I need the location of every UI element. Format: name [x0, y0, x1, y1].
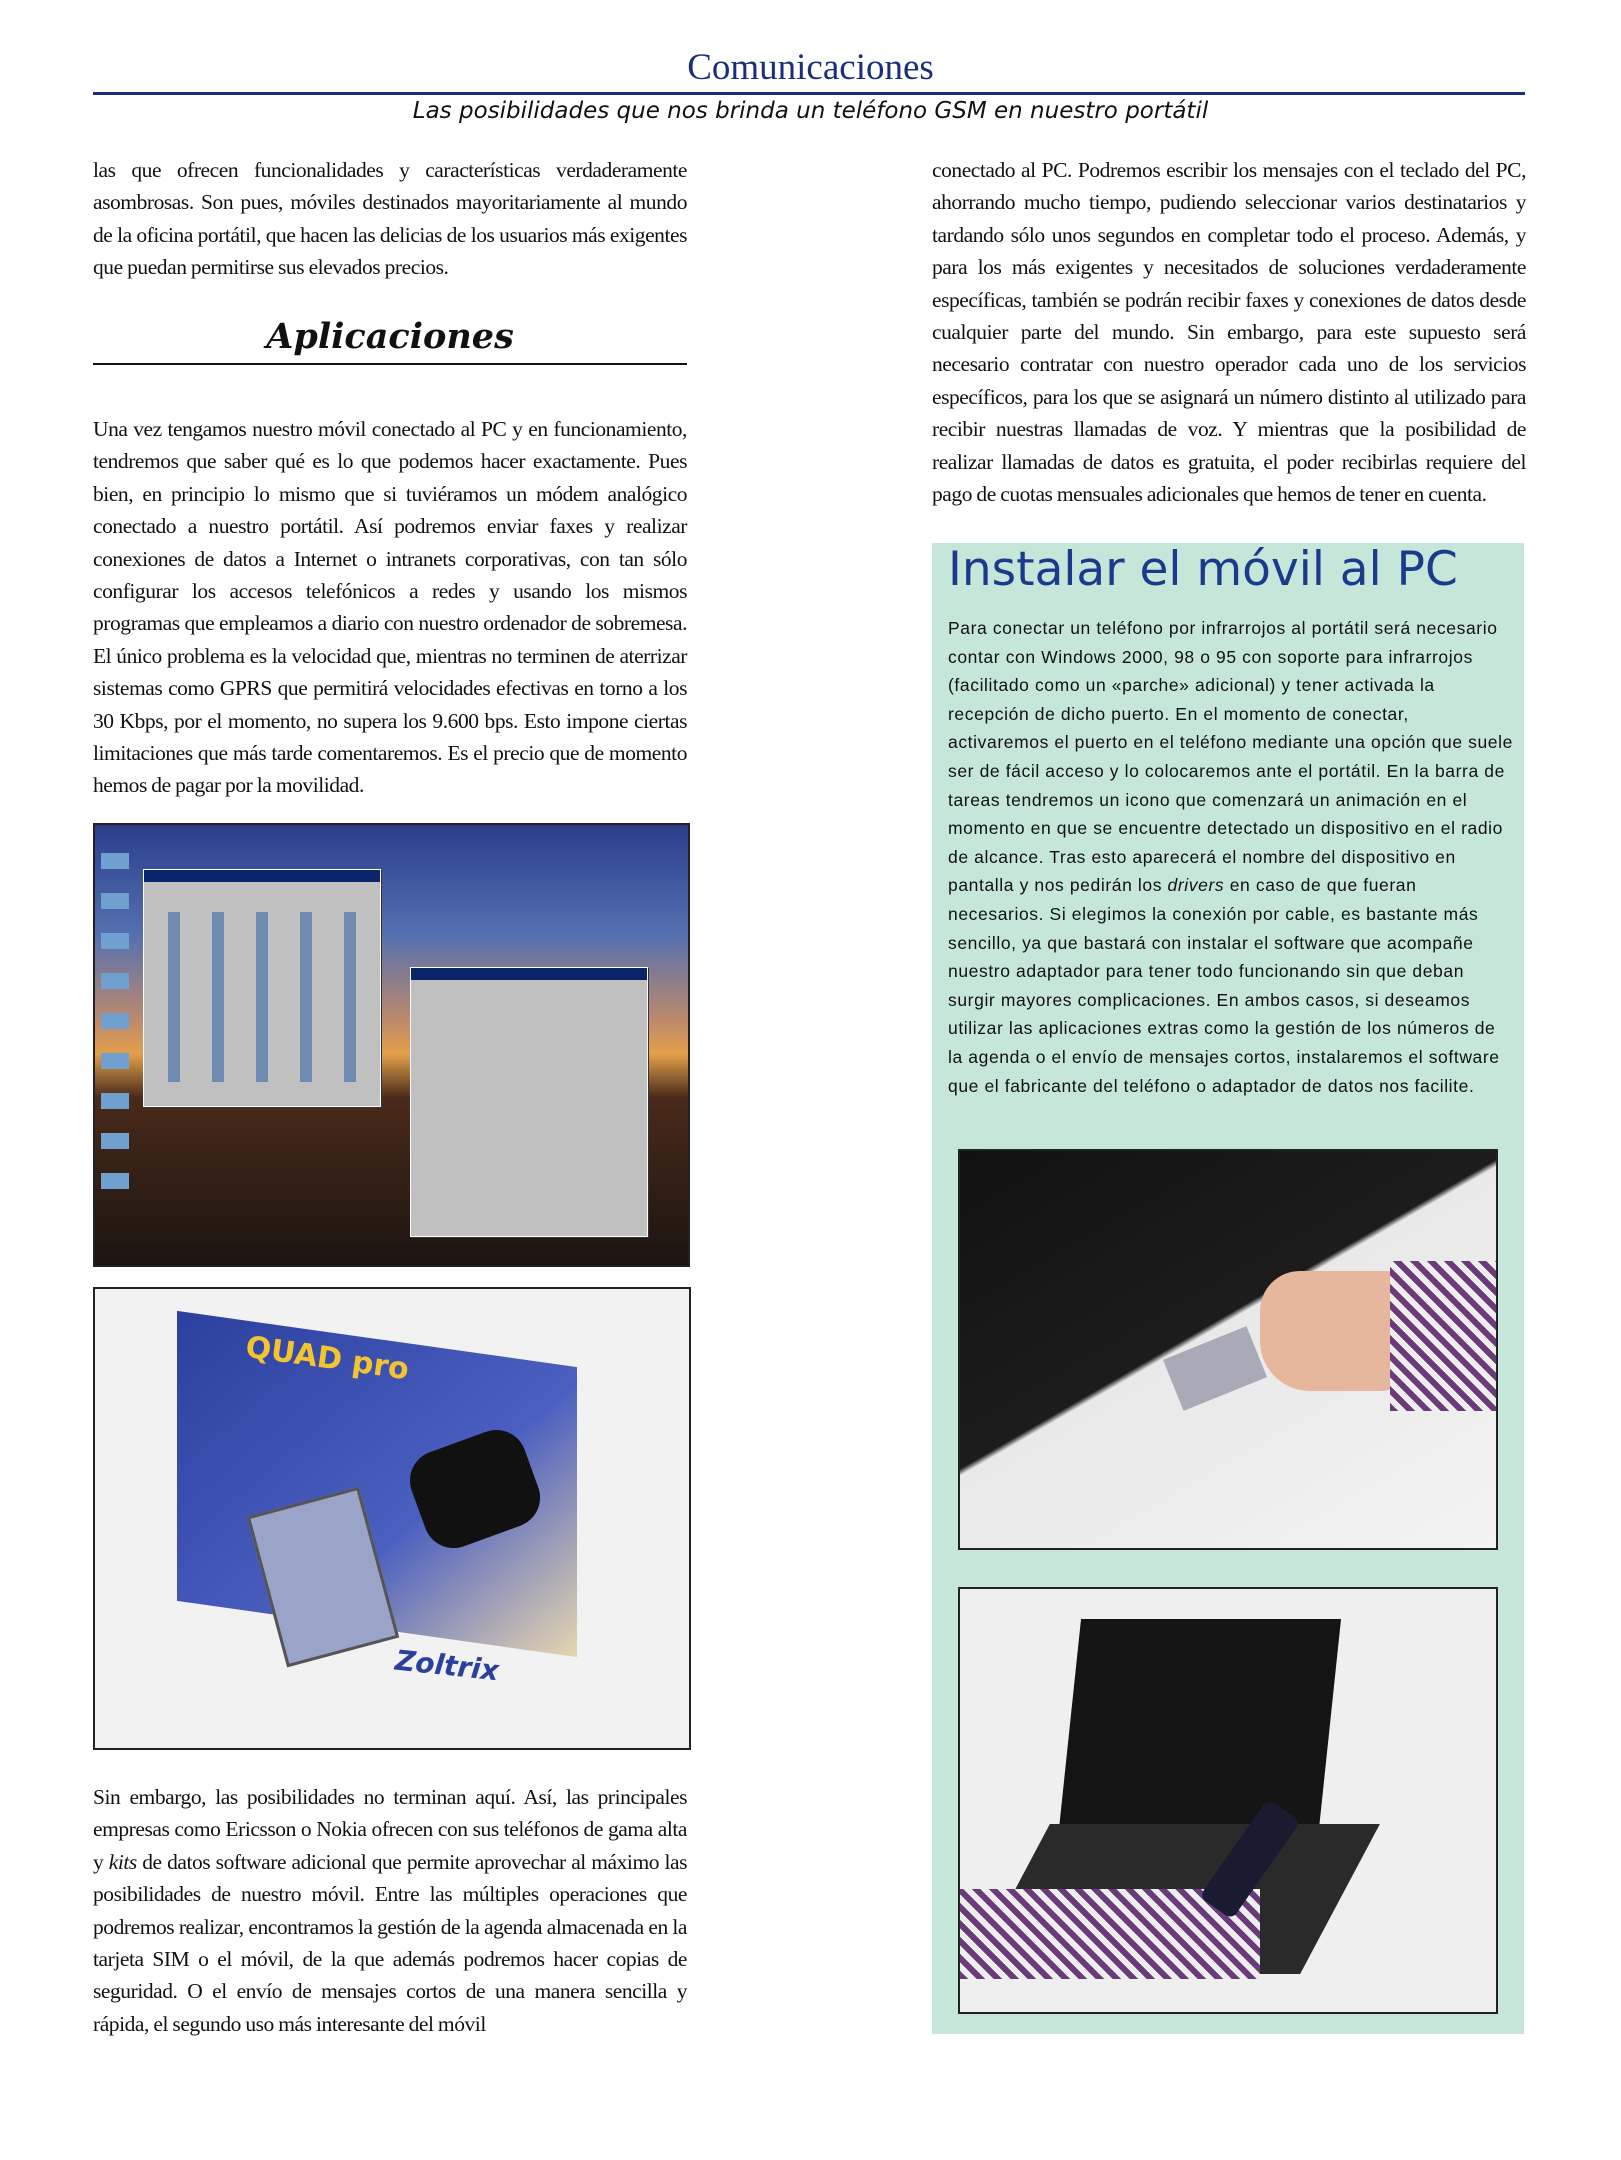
- text: Para conectar un teléfono por infrarrojos al portátil será necesario contar con Windows 2000, 98 o 95 con soporte para infrarrojos (facilitado como un «parche» adicional) y tener activada la recepción de dicho puerto. En el momento de conectar, activaremos el puerto en el teléfono mediante una opción que suele ser de fácil acceso y lo colocaremos ante el portátil. En la barra de tareas tendremos un icono que comenzará un animación en el momento en que se encuentre detectado un dispositivo en el radio de alcance. Tras esto aparecerá el nombre del dispositivo en pantalla y nos pedirán los: [948, 618, 1513, 896]
- left-paragraph-2: Una vez tengamos nuestro móvil conectado al PC y en funcionamiento, tendremos que saber qué es lo que podemos hacer exactamente. Pues bien, en principio lo mismo que si tuviéramos un módem analógico conectado a nuestro portátil. Así podremos enviar faxes y realizar conexiones de datos a Internet o intranets corporativas, con tan sólo configurar los accesos telefónicos a redes y usando los mismos programas que empleamos a diario con nuestro ordenador de sobremesa. El único problema es la velocidad que, mientras no terminen de aterrizar sistemas como GPRS que permitirá velocidades efectivas en torno a los 30 Kbps, por el momento, no supera los 9.600 bps. Esto impone ciertas limitaciones que más tarde comentaremos. Es el precio que de momento hemos de pagar por la movilidad.: [93, 417, 687, 798]
- product-brand-logo: QUAD pro: [243, 1329, 412, 1388]
- laptop-phone-connection-photo: [958, 1587, 1498, 2014]
- laptop-screen: [1059, 1619, 1341, 1829]
- sidebar-box-body: [948, 614, 1513, 1100]
- windows-desktop-screenshot: [93, 823, 690, 1267]
- header-rule: [93, 92, 1525, 95]
- desktop-icons: [101, 829, 129, 1209]
- laptop-pc-card-insert-photo: [958, 1149, 1498, 1550]
- sleeve: [1390, 1261, 1498, 1411]
- right-paragraph-1: conectado al PC. Podremos escribir los mensajes con el teclado del PC, ahorrando mucho tiempo, pudiendo seleccionar varios destinatarios y tardando sólo unos segundos en completar todo el proceso. Además, y para los más exigentes y necesitados de soluciones verdaderamente específicas, también se podrán recibir faxes y conexiones de datos desde cualquier parte del mundo. Sin embargo, para este supuesto será necesario contratar con nuestro operador cada uno de los servicios específicos, para los que se asignará un número distinto al utilizado para recibir nuestras llamadas de voz. Y mientras que la posibilidad de realizar llamadas de datos es gratuita, el poder recibirlas requiere del pago de cuotas mensuales adicionales que hemos de tener en cuenta.: [932, 158, 1526, 507]
- article-subtitle: Las posibilidades que nos brinda un teléfono GSM en nuestro portátil: [412, 98, 1209, 124]
- section-title: Comunicaciones: [687, 47, 934, 88]
- pc-card-product-photo: [93, 1287, 691, 1750]
- hand: [1260, 1271, 1410, 1391]
- text: en caso de que fueran necesarios. Si elegimos la conexión por cable, es bastante más sencillo, ya que bastará con instalar el software que acompañe nuestro adaptador para tener todo funcionando sin que deban surgir mayores complicaciones. En ambos casos, si deseamos utilizar las aplicaciones extras como la gestión de los números de la agenda o el envío de mensajes cortos, instalaremos el software que el fabricante del teléfono o adaptador de datos nos facilite.: [948, 875, 1500, 1096]
- text: Sin embargo, las posibilidades no terminan aquí. Así, las principales empresas como Ericsson o Nokia ofrecen con sus teléfonos de gama alta y: [93, 1785, 687, 1874]
- product-maker-logo: Zoltrix: [393, 1643, 501, 1688]
- italic-term: kits: [108, 1849, 137, 1874]
- left-paragraph-3: [93, 1781, 687, 2040]
- section-heading-aplicaciones: Aplicaciones: [266, 316, 514, 357]
- modem-properties-dialog: [410, 967, 648, 1237]
- pc-card: [1163, 1326, 1267, 1411]
- left-paragraph-1: las que ofrecen funcionalidades y características verdaderamente asombrosas. Son pues, móviles destinados mayoritariamente al mundo de la oficina portátil, que hacen las delicias de los usuarios más exigentes que puedan permitirse sus elevados precios.: [93, 158, 687, 280]
- sidebar-box-title: Instalar el móvil al PC: [948, 542, 1458, 597]
- control-panel-window: [143, 869, 381, 1107]
- text: de datos software adicional que permite aprovechar al máximo las posibilidades de nuestro móvil. Entre las múltiples operaciones que podremos realizar, encontramos la gestión de la agenda almacenada en la tarjeta SIM o el móvil, de la que además podremos hacer copias de seguridad. O el envío de mensajes cortos de una manera sencilla y rápida, el segundo uso más interesante del móvil: [93, 1849, 687, 2036]
- heading-rule: [93, 363, 687, 365]
- italic-term: drivers: [1167, 875, 1225, 896]
